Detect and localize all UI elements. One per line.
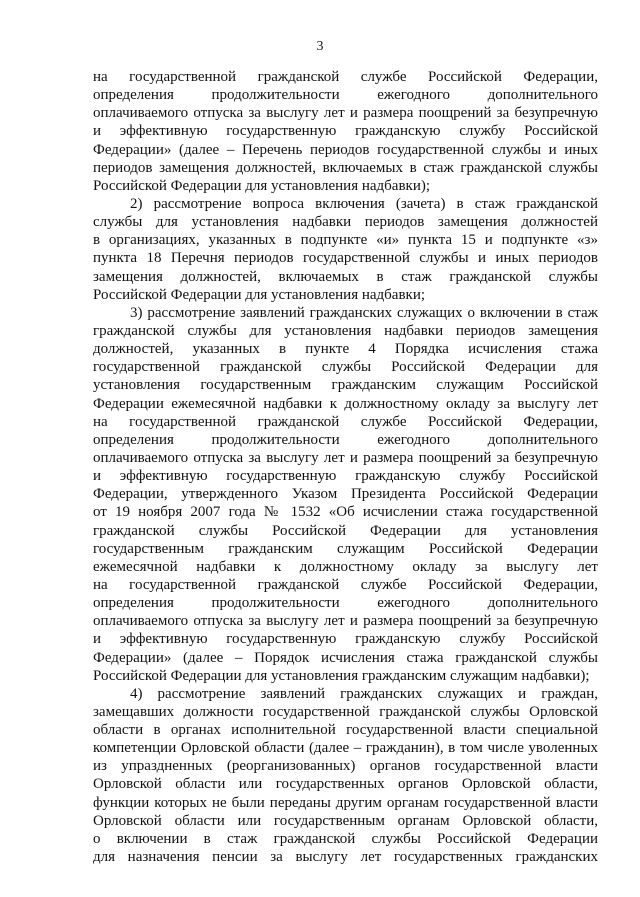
text-line: установления государственным гражданским служащим Российской	[93, 377, 598, 394]
text-line: Орловской области или государственным органам Орловской области,	[93, 812, 598, 829]
text-line: о включении в стаж гражданской службы Российской Федерации	[93, 830, 598, 847]
text-line: оплачиваемого отпуска за выслугу лет и размера поощрений за безупречную	[93, 449, 598, 466]
text-line: государственной гражданской службы Российской Федерации для	[93, 359, 598, 376]
text-line: замещения должностей, включаемых в стаж гражданской службы	[93, 268, 598, 285]
text-line: гражданской службы Российской Федерации для установления	[93, 522, 598, 539]
text-line: Российской Федерации для установления надбавки;	[93, 286, 426, 303]
text-line: функции которых не были переданы другим органам государственной власти	[93, 794, 598, 811]
text-line: и эффективную государственную гражданскую службу Российской	[93, 123, 598, 140]
page-number: 3	[316, 39, 324, 54]
text-line: службы для установления надбавки периодов замещения должностей	[93, 214, 598, 231]
text-line: Российской Федерации для установления гражданским служащим надбавки);	[93, 667, 590, 684]
text-line: оплачиваемого отпуска за выслугу лет и размера поощрений за безупречную	[93, 613, 598, 630]
text-line: Орловской области или государственных органов Орловской области,	[93, 776, 598, 793]
text-line: 4) рассмотрение заявлений гражданских служащих и граждан,	[130, 685, 598, 702]
text-line: на государственной гражданской службе Российской Федерации,	[93, 69, 598, 85]
text-line: от 19 ноября 2007 года № 1532 «Об исчислении стажа государственной	[93, 504, 598, 521]
text-line: должностей, указанных в пункте 4 Порядка исчисления стажа	[93, 341, 598, 358]
text-line: замещавших должности государственной гражданской службы Орловской	[93, 703, 598, 720]
document-body	[93, 68, 598, 866]
text-line: государственным гражданским служащим Российской Федерации	[93, 540, 598, 557]
text-line: из упраздненных (реорганизованных) органов государственной власти	[93, 758, 598, 775]
text-line: на государственной гражданской службе Российской Федерации,	[93, 576, 598, 593]
text-line: 2) рассмотрение вопроса включения (зачета) в стаж гражданской	[130, 195, 598, 212]
text-line: оплачиваемого отпуска за выслугу лет и размера поощрений за безупречную	[93, 105, 598, 122]
text-line: периодов замещения должностей, включаемых в стаж гражданской службы	[93, 159, 598, 176]
text-line: в организациях, указанных в подпункте «и» пункта 15 и подпункте «з»	[93, 232, 598, 249]
text-line: определения продолжительности ежегодного дополнительного	[93, 595, 598, 612]
text-line: на государственной гражданской службе Российской Федерации,	[93, 413, 598, 430]
text-line: и эффективную государственную гражданскую службу Российской	[93, 468, 598, 485]
text-line: Федерации» (далее – Перечень периодов государственной службы и иных	[93, 141, 598, 158]
text-line: 3) рассмотрение заявлений гражданских служащих о включении в стаж	[130, 304, 598, 321]
text-line: компетенции Орловской области (далее – гражданин), в том числе уволенных	[93, 740, 598, 757]
text-line: области в органах исполнительной государственной власти специальной	[93, 722, 598, 739]
text-line: и эффективную государственную гражданскую службу Российской	[93, 631, 598, 648]
text-line: пункта 18 Перечня периодов государственной службы и иных периодов	[93, 250, 598, 267]
text-line: Федерации, утвержденного Указом Президента Российской Федерации	[93, 486, 598, 503]
text-line: Российской Федерации для установления надбавки);	[93, 177, 431, 194]
text-line: определения продолжительности ежегодного дополнительного	[93, 431, 598, 448]
text-line: для назначения пенсии за выслугу лет государственных гражданских	[93, 849, 598, 866]
text-line: Федерации ежемесячной надбавки к должностному окладу за выслугу лет	[93, 395, 598, 412]
text-line: гражданской службы для установления надбавки периодов замещения	[93, 322, 598, 339]
text-line: ежемесячной надбавки к должностному окладу за выслугу лет	[93, 558, 598, 575]
text-line: определения продолжительности ежегодного дополнительного	[93, 87, 598, 104]
text-line: Федерации» (далее – Порядок исчисления стажа гражданской службы	[93, 649, 598, 666]
